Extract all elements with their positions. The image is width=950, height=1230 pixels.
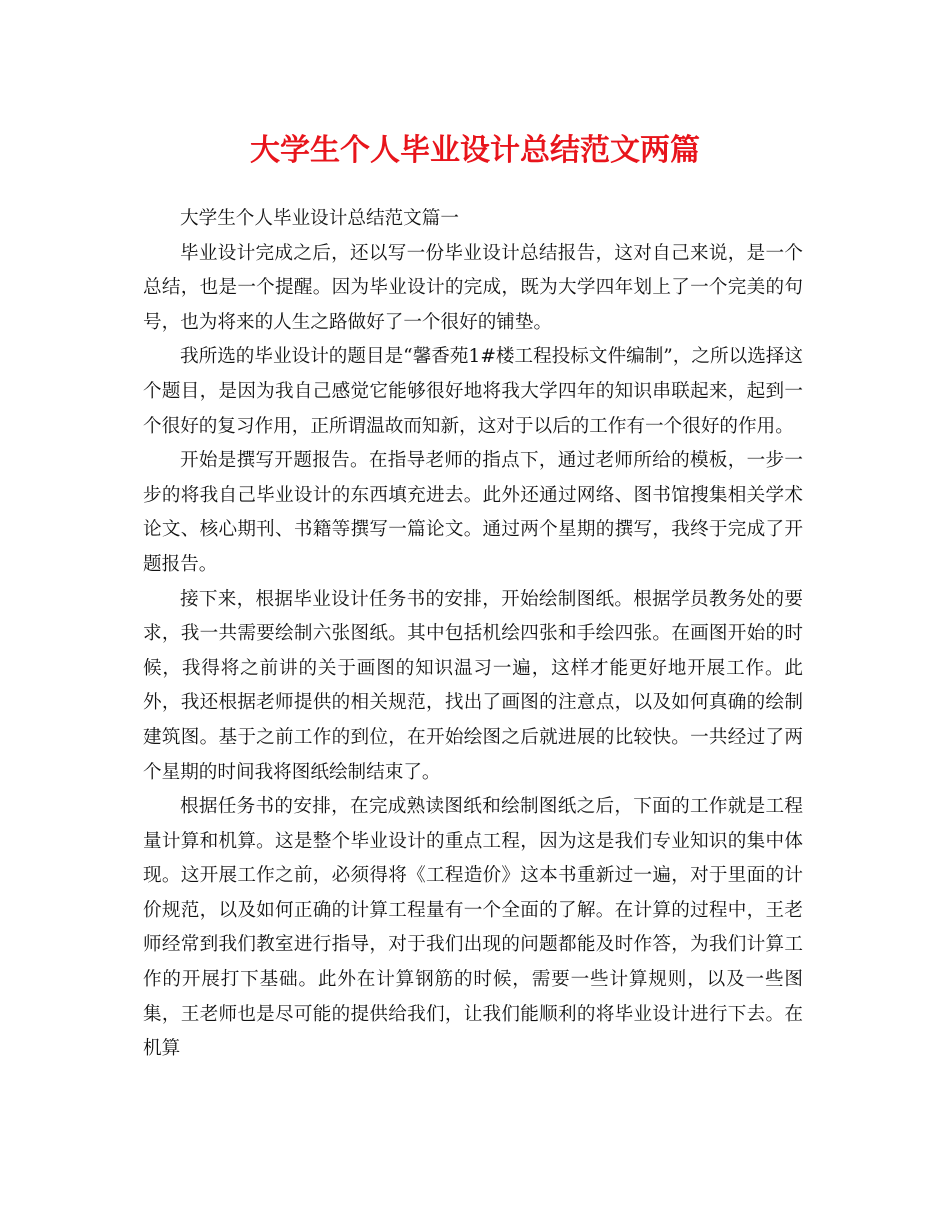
paragraph: 毕业设计完成之后，还以写一份毕业设计总结报告，这对自己来说，是一个总结，也是一个提醒。因为毕业设计的完成，既为大学四年划上了一个完美的句号，也为将来的人生之路做好了一个很好的铺垫。 bbox=[143, 242, 803, 333]
paragraph: 接下来，根据毕业设计任务书的安排，开始绘制图纸。根据学员教务处的要求，我一共需要绘制六张图纸。其中包括机绘四张和手绘四张。在画图开始的时候，我得将之前讲的关于画图的知识温习一遍，这样才能更好地开展工作。此外，我还根据老师提供的相关规范，找出了画图的注意点，以及如何真确的绘制建筑图。基于之前工作的到位，在开始绘图之后就进展的比较快。一共经过了两个星期的时间我将图纸绘制结束了。 bbox=[143, 588, 803, 783]
paragraph: 根据任务书的安排，在完成熟读图纸和绘制图纸之后，下面的工作就是工程量计算和机算。这是整个毕业设计的重点工程，因为这是我们专业知识的集中体现。这开展工作之前，必须得将《工程造价》这本书重新过一遍，对于里面的计价规范，以及如何正确的计算工程量有一个全面的了解。在计算的过程中，王老师经常到我们教室进行指导，对于我们出现的问题都能及时作答，为我们计算工作的开展打下基础。此外在计算钢筋的时候，需要一些计算规则，以及一些图集，王老师也是尽可能的提供给我们，让我们能顺利的将毕业设计进行下去。在机算 bbox=[143, 796, 803, 1060]
document-title: 大学生个人毕业设计总结范文两篇 bbox=[250, 133, 700, 168]
paragraph: 开始是撰写开题报告。在指导老师的指点下，通过老师所给的模板，一步一步的将我自己毕业设计的东西填充进去。此外还通过网络、图书馆搜集相关学术论文、核心期刊、书籍等撰写一篇论文。通过两个星期的撰写，我终于完成了开题报告。 bbox=[143, 450, 803, 575]
paragraph: 我所选的毕业设计的题目是“馨香苑1#楼工程投标文件编制”，之所以选择这个题目，是因为我自己感觉它能够很好地将我大学四年的知识串联起来，起到一个很好的复习作用，正所谓温故而知新，这对于以后的工作有一个很好的作用。 bbox=[143, 346, 803, 437]
section-heading: 大学生个人毕业设计总结范文篇一 bbox=[180, 208, 459, 229]
document-body bbox=[143, 202, 803, 1067]
